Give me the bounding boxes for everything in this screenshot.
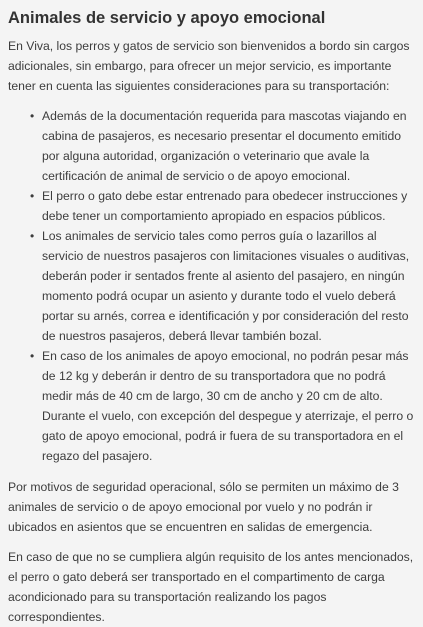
bullet-icon: •	[30, 189, 35, 203]
list-item-text: Los animales de servicio tales como perros guía o lazarillos al servicio de nuestros pasajeros con limitaciones visuales o auditivas, deberán poder ir sentados frente al asiento del pasajero, en ningún momento podrá ocupar un asiento y durante todo el vuelo deberá portar su arnés, correa e identificación y por consideración del resto de nuestros pasajeros, deberá llevar también bozal.	[42, 229, 410, 343]
list-item-text: En caso de los animales de apoyo emocional, no podrán pesar más de 12 kg y deberán ir dentro de su transportadora que no podrá medir más de 40 cm de largo, 30 cm de ancho y 20 cm de alto. Durante el vuelo, con excepción del despegue y aterrizaje, el perro o gato de apoyo emocional, podrá ir fuera de su transportadora en el regazo del pasajero.	[42, 349, 414, 463]
requirements-list	[8, 106, 415, 466]
cargo-paragraph: En caso de que no se cumpliera algún requisito de los antes mencionados, el perro o gato deberá ser transportado en el compartimento de carga acondicionado para su transportación realizando los pagos correspondientes.	[8, 550, 414, 624]
list-item	[30, 106, 415, 186]
list-item-text: El perro o gato debe estar entrenado para obedecer instrucciones y debe tener un comportamiento apropiado en espacios públicos.	[42, 189, 408, 223]
list-item	[30, 346, 415, 466]
bullet-icon: •	[30, 349, 35, 363]
intro-paragraph: En Viva, los perros y gatos de servicio son bienvenidos a bordo sin cargos adicionales, sin embargo, para ofrecer un mejor servicio, es importante tener en cuenta las siguientes consideraciones para su transportación:	[8, 39, 410, 93]
security-paragraph: Por motivos de seguridad operacional, sólo se permiten un máximo de 3 animales de servicio o de apoyo emocional por vuelo y no podrán ir ubicados en asientos que se encuentren en salidas de emergencia.	[8, 480, 399, 534]
list-item	[30, 186, 415, 226]
list-item-text: Además de la documentación requerida para mascotas viajando en cabina de pasajeros, es necesario presentar el documento emitido por alguna autoridad, organización o veterinario que avale la certificación de animal de servicio o de apoyo emocional.	[42, 109, 407, 183]
list-item	[30, 226, 415, 346]
bullet-icon: •	[30, 109, 35, 123]
bullet-icon: •	[30, 229, 35, 243]
page-title: Animales de servicio y apoyo emocional	[8, 9, 326, 27]
